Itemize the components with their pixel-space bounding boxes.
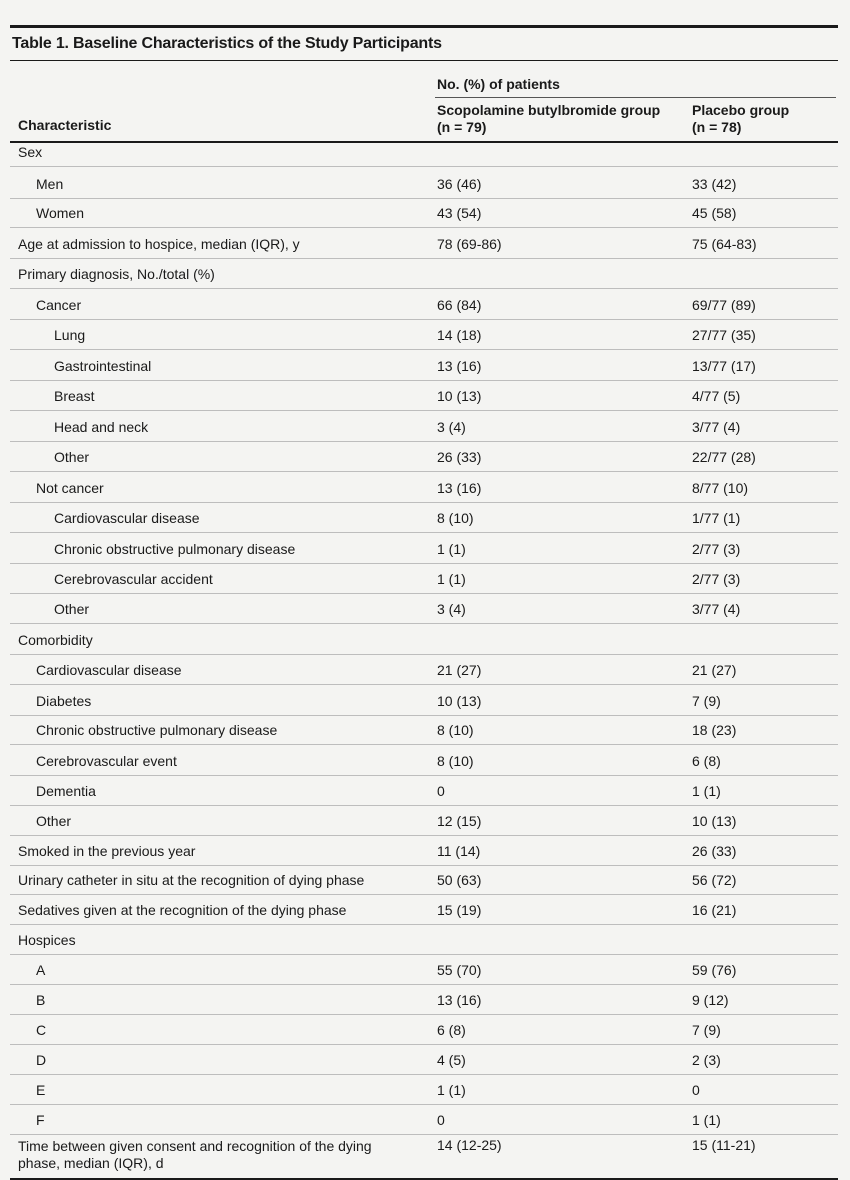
row-label: Men [36,176,64,192]
cell-scopolamine: 0 [437,783,445,799]
table-row [10,533,838,564]
row-label: Diabetes [36,693,92,709]
column-header-placebo-n: (n = 78) [692,119,742,135]
table-row [10,1105,838,1135]
column-header-characteristic: Characteristic [18,117,112,133]
cell-scopolamine: 8 (10) [437,722,474,738]
cell-placebo: 8/77 (10) [692,480,749,496]
table-row [10,955,838,985]
row-label: Time between given consent and recognition of the dying phase, median (IQR), d [18,1138,372,1171]
table-row [10,624,838,655]
row-label: Age at admission to hospice, median (IQR), y [18,236,300,252]
cell-placebo: 13/77 (17) [692,358,756,374]
row-label: Sedatives given at the recognition of the dying phase [18,902,347,918]
cell-placebo: 22/77 (28) [692,449,756,465]
table-row [10,381,838,411]
cell-scopolamine: 6 (8) [437,1022,466,1038]
cell-scopolamine: 8 (10) [437,510,474,526]
group-header-rule [435,97,836,98]
column-header-scopolamine-n: (n = 79) [437,119,487,135]
row-label: Urinary catheter in situ at the recognition of dying phase [18,872,365,888]
table-row [10,836,838,866]
row-label: Dementia [36,783,96,799]
cell-placebo: 21 (27) [692,662,737,678]
table-row [10,411,838,442]
table-title: Table 1. Baseline Characteristics of the Study Participants [12,35,442,52]
row-label: Sex [18,144,43,160]
cell-scopolamine: 43 (54) [437,205,482,221]
cell-scopolamine: 14 (18) [437,327,482,343]
cell-scopolamine: 4 (5) [437,1052,466,1068]
column-header-placebo [692,102,789,136]
table-row [10,228,838,259]
row-label: F [36,1112,45,1128]
cell-placebo: 26 (33) [692,843,737,859]
cell-scopolamine: 1 (1) [437,1082,466,1098]
cell-scopolamine: 0 [437,1112,445,1128]
column-header-placebo-name: Placebo group [692,102,790,118]
row-label: Lung [54,327,86,343]
table-row [10,199,838,228]
row-label: Other [36,813,72,829]
cell-placebo: 56 (72) [692,872,737,888]
table-row [10,259,838,289]
cell-placebo: 0 [692,1082,700,1098]
cell-scopolamine: 78 (69-86) [437,236,502,252]
cell-scopolamine: 15 (19) [437,902,482,918]
row-label: Women [36,205,84,221]
row-label: A [36,962,46,978]
title-rule [10,60,838,61]
row-label: Primary diagnosis, No./total (%) [18,266,215,282]
row-label: Other [54,449,90,465]
cell-placebo: 33 (42) [692,176,737,192]
row-label: Head and neck [54,419,149,435]
table-row [10,289,838,320]
table-row [10,1135,838,1180]
table-row [10,350,838,381]
table-row [10,1015,838,1045]
cell-placebo: 75 (64-83) [692,236,757,252]
row-label: B [36,992,46,1008]
table-row [10,895,838,925]
cell-placebo: 1 (1) [692,1112,721,1128]
cell-scopolamine: 55 (70) [437,962,482,978]
cell-placebo: 4/77 (5) [692,388,741,404]
row-label: Hospices [18,932,76,948]
group-header: No. (%) of patients [437,76,560,92]
cell-scopolamine: 8 (10) [437,753,474,769]
row-label: Chronic obstructive pulmonary disease [36,722,278,738]
table-row [10,503,838,533]
table-row [10,594,838,624]
cell-placebo: 9 (12) [692,992,729,1008]
table-row [10,1075,838,1105]
cell-placebo: 16 (21) [692,902,737,918]
table-row [10,745,838,776]
row-label: Breast [54,388,95,404]
table-row [10,442,838,472]
cell-placebo: 10 (13) [692,813,737,829]
row-label: D [36,1052,47,1068]
cell-placebo: 1 (1) [692,783,721,799]
table-row [10,716,838,745]
cell-scopolamine: 13 (16) [437,358,482,374]
cell-scopolamine: 11 (14) [437,843,481,859]
row-label: Cerebrovascular accident [54,571,213,587]
cell-placebo: 15 (11-21) [692,1137,756,1153]
cell-placebo: 7 (9) [692,693,721,709]
row-label: Chronic obstructive pulmonary disease [54,541,296,557]
cell-placebo: 3/77 (4) [692,601,741,617]
table-row [10,142,838,167]
top-rule [10,25,838,28]
row-label: E [36,1082,46,1098]
cell-scopolamine: 36 (46) [437,176,482,192]
row-label: Cardiovascular disease [36,662,182,678]
table-row [10,685,838,716]
cell-scopolamine: 3 (4) [437,601,466,617]
cell-scopolamine: 66 (84) [437,297,482,313]
row-label: Comorbidity [18,632,93,648]
cell-placebo: 69/77 (89) [692,297,756,313]
row-label: Smoked in the previous year [18,843,196,859]
table-row [10,925,838,955]
table-row [10,776,838,806]
table-row [10,320,838,350]
row-label: Other [54,601,90,617]
row-label: Not cancer [36,480,104,496]
cell-placebo: 6 (8) [692,753,721,769]
cell-placebo: 2 (3) [692,1052,721,1068]
cell-scopolamine: 50 (63) [437,872,482,888]
table-row [10,866,838,895]
cell-placebo: 3/77 (4) [692,419,741,435]
cell-placebo: 18 (23) [692,722,737,738]
cell-placebo: 45 (58) [692,205,737,221]
table-row [10,472,838,503]
cell-placebo: 27/77 (35) [692,327,756,343]
cell-scopolamine: 1 (1) [437,541,466,557]
table-row [10,167,838,199]
row-label: C [36,1022,47,1038]
cell-scopolamine: 3 (4) [437,419,466,435]
cell-scopolamine: 13 (16) [437,992,482,1008]
cell-scopolamine: 21 (27) [437,662,482,678]
cell-scopolamine: 14 (12-25) [437,1137,502,1153]
table-row [10,985,838,1015]
cell-placebo: 2/77 (3) [692,541,741,557]
cell-placebo: 59 (76) [692,962,737,978]
column-header-scopolamine-name: Scopolamine butylbromide group [437,102,661,118]
table-row [10,806,838,836]
cell-scopolamine: 10 (13) [437,693,482,709]
column-header-scopolamine [437,102,660,136]
table-row [10,655,838,685]
row-label: Cerebrovascular event [36,753,177,769]
row-label: Gastrointestinal [54,358,152,374]
cell-scopolamine: 13 (16) [437,480,482,496]
cell-placebo: 2/77 (3) [692,571,741,587]
row-label: Cancer [36,297,82,313]
cell-scopolamine: 12 (15) [437,813,482,829]
cell-scopolamine: 10 (13) [437,388,482,404]
cell-placebo: 7 (9) [692,1022,721,1038]
table-row [10,564,838,594]
table-body [10,142,838,1180]
table-row [10,1045,838,1075]
cell-scopolamine: 26 (33) [437,449,482,465]
cell-placebo: 1/77 (1) [692,510,741,526]
row-label: Cardiovascular disease [54,510,200,526]
cell-scopolamine: 1 (1) [437,571,466,587]
